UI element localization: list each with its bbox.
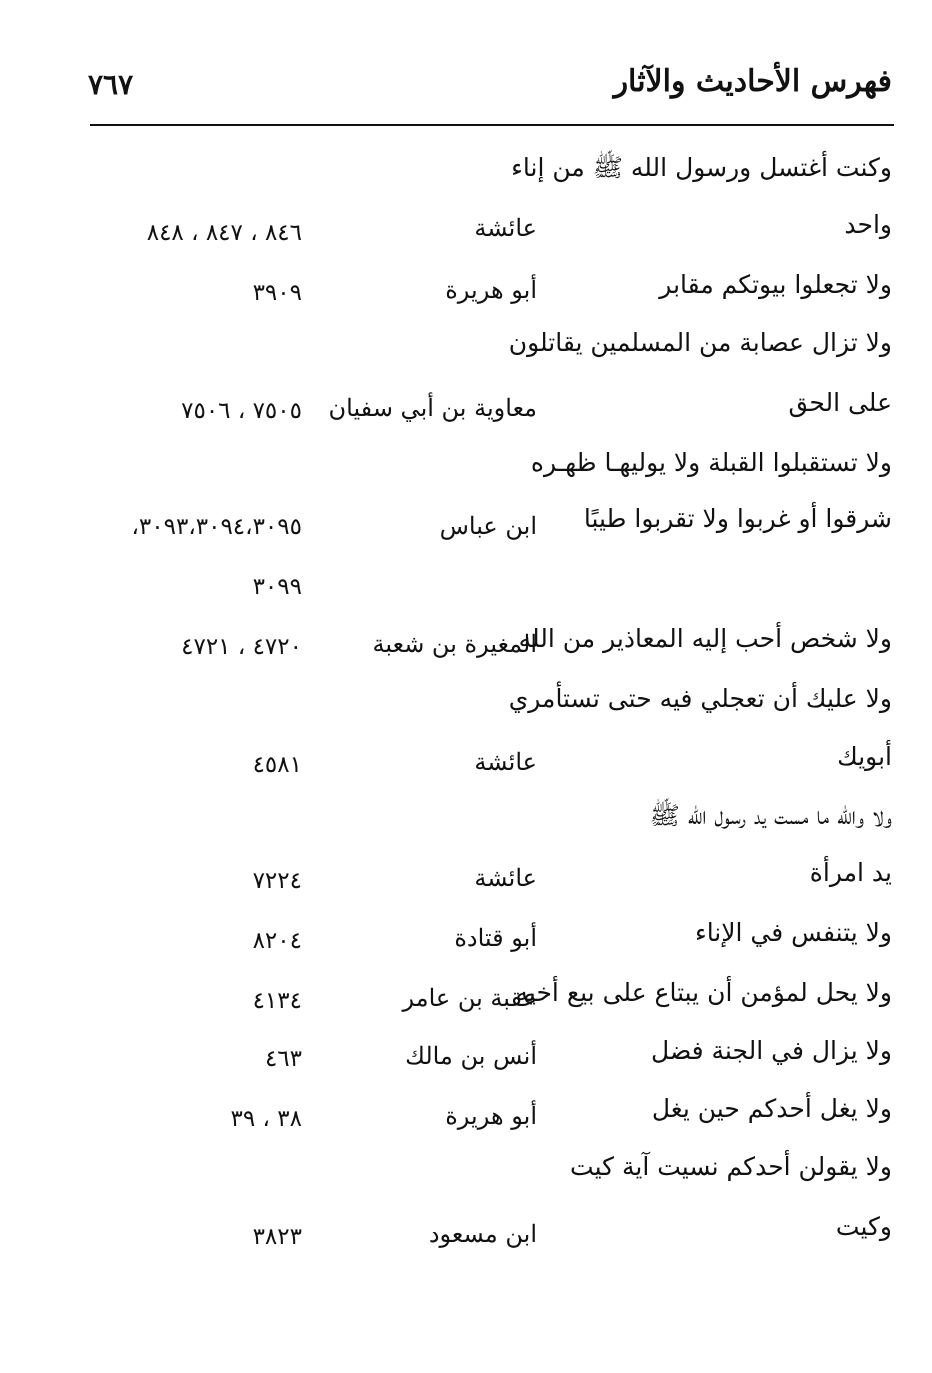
hadith-text: على الحق	[788, 388, 892, 417]
hadith-text: ولا والله ما مست يد رسول الله ﷺ	[649, 801, 892, 830]
hadith-text: وكنت أغتسل ورسول الله ﷺ من إناء	[511, 153, 892, 182]
hadith-text: ولا تستقبلوا القبلة ولا يوليهـا ظهـره	[530, 448, 892, 477]
hadith-refs: ٤٦٣	[264, 1046, 302, 1072]
hadith-text: يد امرأة	[809, 858, 892, 887]
narrator-name: معاوية بن أبي سفيان	[328, 394, 537, 422]
hadith-text: ولا شخص أحب إليه المعاذير من الله	[518, 624, 892, 653]
hadith-text: ولا يغل أحدكم حين يغل	[651, 1094, 892, 1123]
hadith-text: ولا يقولن أحدكم نسيت آية كيت	[570, 1152, 892, 1181]
hadith-text: ولا يحل لمؤمن أن يبتاع على بيع أخيه	[515, 978, 892, 1007]
hadith-text: ولا يتنفس في الإناء	[694, 918, 892, 947]
page-title: فهرس الأحاديث والآثار	[613, 64, 892, 99]
hadith-text: وكيت	[835, 1212, 892, 1241]
hadith-refs: ٤١٣٤	[252, 988, 302, 1014]
hadith-text: شرقوا أو غربوا ولا تقربوا طيبًا	[583, 504, 892, 533]
narrator-name: أبو هريرة	[445, 1102, 537, 1130]
narrator-name: أبو هريرة	[445, 276, 537, 304]
narrator-name: المغيرة بن شعبة	[372, 630, 537, 658]
hadith-text: ولا يزال في الجنة فضل	[651, 1036, 892, 1065]
narrator-name: عائشة	[474, 864, 537, 892]
narrator-name: أبو قتادة	[454, 924, 537, 952]
hadith-text: أبويك	[837, 742, 892, 771]
hadith-text: ولا تزال عصابة من المسلمين يقاتلون	[508, 328, 892, 357]
narrator-name: عقبة بن عامر	[402, 984, 537, 1012]
narrator-name: أنس بن مالك	[405, 1042, 537, 1070]
hadith-refs: ٣٠٩٩	[252, 574, 302, 600]
hadith-refs: ٣٨٢٣	[252, 1224, 302, 1250]
hadith-refs: ٣٠٩٣،٣٠٩٤،٣٠٩٥،	[131, 514, 302, 540]
narrator-name: ابن عباس	[439, 512, 537, 540]
hadith-refs: ٨٤٦ ، ٨٤٧ ، ٨٤٨	[146, 220, 302, 246]
hadith-refs: ٣٨ ، ٣٩	[230, 1106, 302, 1132]
narrator-name: عائشة	[474, 748, 537, 776]
hadith-text: ولا عليك أن تعجلي فيه حتى تستأمري	[508, 684, 892, 713]
hadith-refs: ٤٧٢٠ ، ٤٧٢١	[181, 634, 302, 660]
header-divider	[90, 124, 894, 126]
narrator-name: ابن مسعود	[428, 1220, 537, 1248]
hadith-text: واحد	[844, 210, 892, 239]
hadith-text: ولا تجعلوا بيوتكم مقابر	[659, 270, 892, 299]
narrator-name: عائشة	[474, 214, 537, 242]
hadith-refs: ٧٢٢٤	[252, 868, 302, 894]
page-number: ٧٦٧	[88, 68, 134, 101]
hadith-refs: ٨٢٠٤	[252, 928, 302, 954]
hadith-refs: ٤٥٨١	[252, 752, 302, 778]
hadith-refs: ٧٥٠٥ ، ٧٥٠٦	[181, 398, 302, 424]
hadith-refs: ٣٩٠٩	[252, 280, 302, 306]
